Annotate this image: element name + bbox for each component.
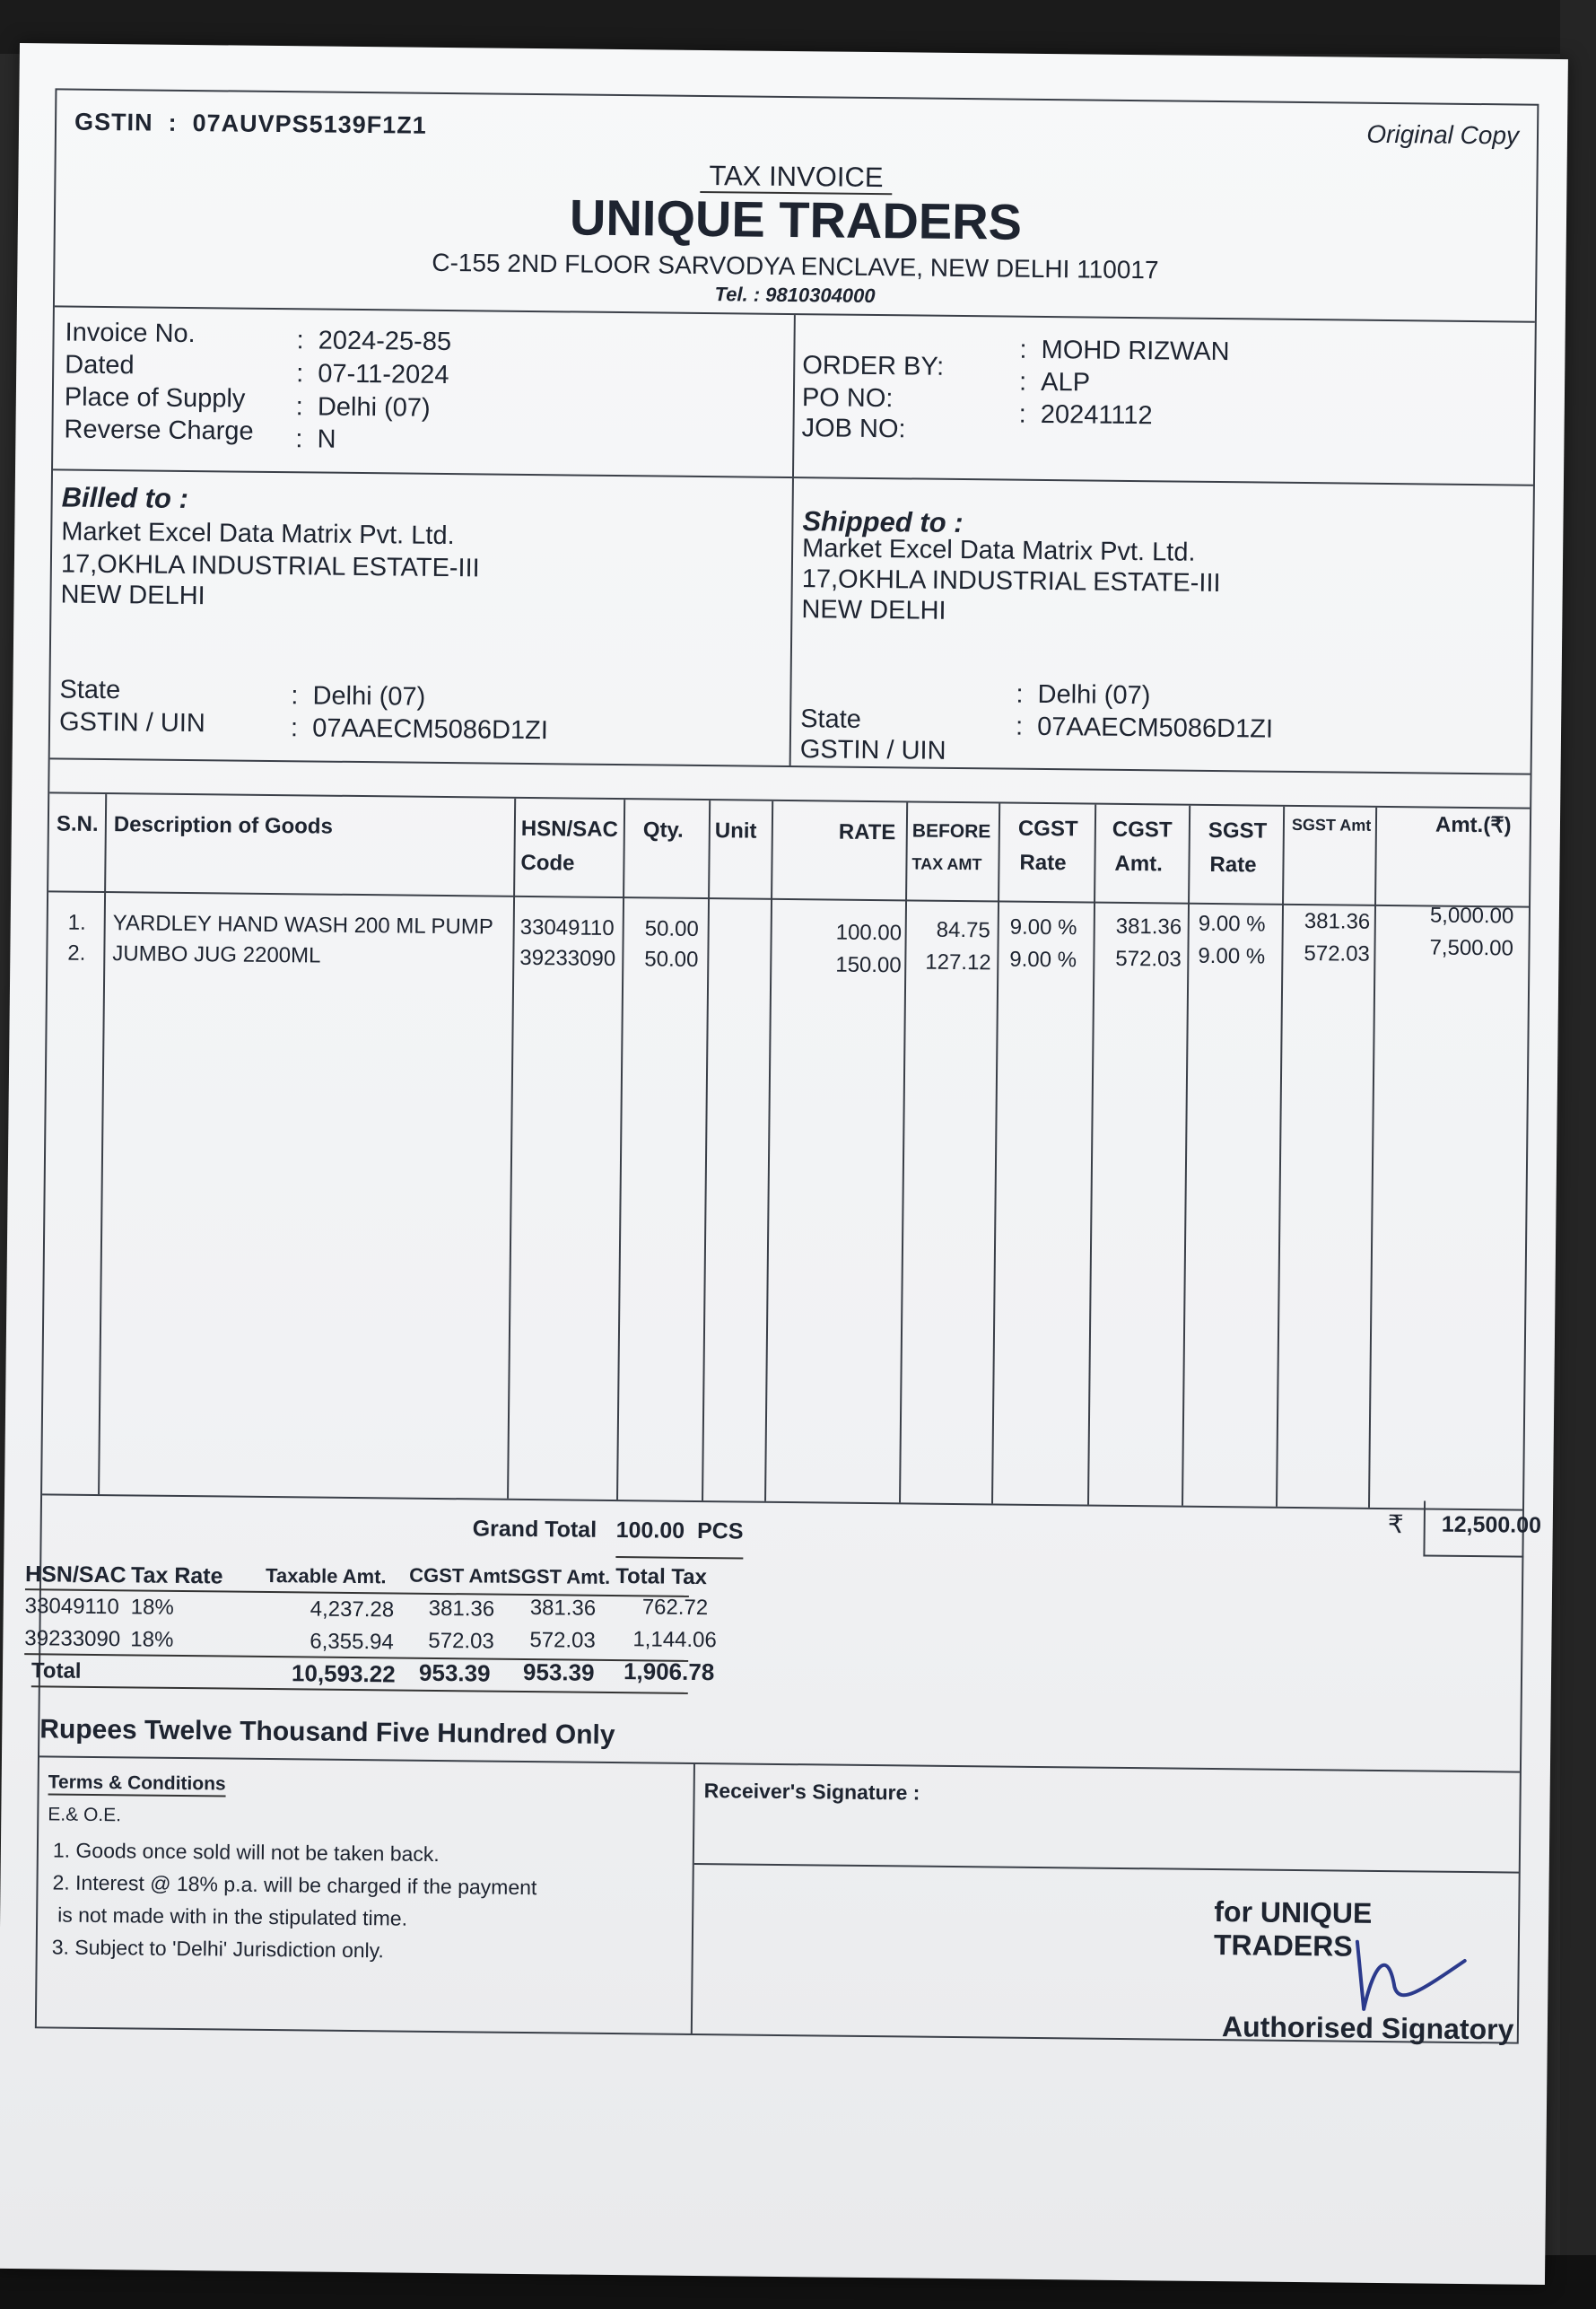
copy-label: Original Copy xyxy=(1366,119,1520,150)
doc-title-text: TAX INVOICE xyxy=(700,160,892,195)
row2-sgst-amt: 572.03 xyxy=(1304,941,1370,966)
tax-r1-taxable: 4,237.28 xyxy=(310,1596,395,1622)
shipped-to-line2: NEW DELHI xyxy=(801,595,946,625)
col-divider xyxy=(616,800,625,1500)
col-divider xyxy=(702,800,711,1500)
row2-desc: JUMBO JUG 2200ML xyxy=(112,941,321,968)
receiver-line xyxy=(694,1863,1520,1874)
col-divider xyxy=(1276,807,1285,1507)
dated-label: Dated xyxy=(65,350,135,380)
shipped-to-heading: Shipped to : xyxy=(802,505,964,539)
billed-state-label: State xyxy=(59,675,121,705)
billed-to-heading: Billed to : xyxy=(61,481,189,514)
col-divider xyxy=(764,801,773,1501)
terms-1: 1. Goods once sold will not be taken back. xyxy=(52,1838,440,1867)
tax-h-hsn: HSN/SAC xyxy=(24,1561,126,1588)
shipped-state-label: State xyxy=(799,704,862,734)
tax-r2-sgst: 572.03 xyxy=(529,1628,596,1653)
th-before-sub: TAX AMT xyxy=(911,854,982,874)
col-divider xyxy=(507,799,516,1499)
grand-total-qty xyxy=(615,1517,743,1559)
signature-area xyxy=(693,1764,1520,2046)
th-rate: RATE xyxy=(838,819,896,845)
company-name: UNIQUE TRADERS xyxy=(569,188,1023,250)
po-value: : ALP xyxy=(1018,367,1091,398)
grand-total-label: Grand Total xyxy=(472,1516,597,1543)
billed-to xyxy=(50,470,794,765)
invoice-header xyxy=(55,90,1537,322)
row1-desc: YARDLEY HAND WASH 200 ML PUMP xyxy=(112,911,493,940)
tax-h-cgst: CGST Amt. xyxy=(409,1563,513,1587)
po-label: PO NO: xyxy=(801,383,894,414)
th-sn: S.N. xyxy=(56,811,99,836)
seller-gstin-value: 07AUVPS5139F1Z1 xyxy=(192,109,427,139)
row1-before: 84.75 xyxy=(936,917,990,943)
th-cgst-amt: CGST xyxy=(1112,817,1173,843)
invoice-meta-right xyxy=(794,315,1535,485)
tax-summary xyxy=(24,1558,1522,1717)
terms-3: 3. Subject to 'Delhi' Jurisdiction only. xyxy=(51,1935,385,1963)
order-by-label: ORDER BY: xyxy=(802,351,945,381)
shipped-gstin-label: GSTIN / UIN xyxy=(799,735,946,765)
th-cgst-amt-sub: Amt. xyxy=(1114,851,1163,877)
terms-eoe: E.& O.E. xyxy=(48,1804,122,1826)
for-company: for UNIQUE TRADERS xyxy=(1213,1895,1373,1963)
th-amt: Amt.(₹) xyxy=(1435,812,1512,838)
handwritten-signature xyxy=(1339,1924,1483,2025)
th-sgst-rate: SGST xyxy=(1208,818,1268,844)
shipped-gstin-value: : 07AAECM5086D1ZI xyxy=(1015,712,1274,744)
shipped-to-name: Market Excel Data Matrix Pvt. Ltd. xyxy=(801,534,1196,567)
place: Delhi (07) xyxy=(317,392,431,423)
th-desc: Description of Goods xyxy=(113,812,334,839)
shipped-to xyxy=(791,478,1533,774)
tax-h-taxable: Taxable Amt. xyxy=(266,1563,387,1588)
footer xyxy=(37,1757,1520,2046)
th-sgst-amt: SGST Amt xyxy=(1291,815,1372,835)
tax-total-sgst: 953.39 xyxy=(522,1657,595,1686)
order-by: MOHD RIZWAN xyxy=(1041,335,1230,367)
invoice-no-value: : 2024-25-85 xyxy=(296,326,452,357)
dated-value: : 07-11-2024 xyxy=(295,359,449,390)
col-divider xyxy=(991,803,1000,1503)
tax-r2-hsn: 39233090 xyxy=(24,1626,121,1652)
row2-sgst-rate: 9.00 % xyxy=(1198,943,1266,969)
billed-to-name: Market Excel Data Matrix Pvt. Ltd. xyxy=(61,517,455,551)
row2-before: 127.12 xyxy=(925,949,991,975)
billed-gstin-value: : 07AAECM5086D1ZI xyxy=(290,713,549,746)
header-divider xyxy=(48,890,1529,907)
tax-r1-rate: 18% xyxy=(130,1595,174,1620)
terms-heading: Terms & Conditions xyxy=(48,1771,226,1797)
reverse: N xyxy=(317,424,336,454)
shipped-gstin: 07AAECM5086D1ZI xyxy=(1037,712,1274,744)
row2-sn: 2. xyxy=(67,940,86,966)
shipped-state: Delhi (07) xyxy=(1037,679,1151,711)
th-unit: Unit xyxy=(714,818,757,844)
grand-total-qty-value: 100.00 xyxy=(615,1517,685,1544)
col-divider xyxy=(98,794,107,1494)
company-tel: Tel. : 9810304000 xyxy=(714,283,876,308)
tax-r2-total: 1,144.06 xyxy=(632,1627,717,1653)
tax-r2-rate: 18% xyxy=(130,1627,174,1652)
th-cgst-rate-sub: Rate xyxy=(1019,850,1067,876)
job-value: : 20241112 xyxy=(1018,399,1153,431)
terms xyxy=(37,1757,695,2033)
job: 20241112 xyxy=(1040,399,1153,431)
row2-cgst-amt: 572.03 xyxy=(1115,946,1182,972)
row1-sgst-rate: 9.00 % xyxy=(1198,911,1266,937)
tax-total-taxable: 10,593.22 xyxy=(291,1659,396,1688)
billed-state: Delhi (07) xyxy=(312,681,426,712)
row1-hsn: 33049110 xyxy=(519,914,615,940)
col-divider xyxy=(899,802,908,1502)
col-divider xyxy=(1182,806,1190,1506)
terms-2a: 2. Interest @ 18% p.a. will be charged if the payment xyxy=(52,1870,537,1900)
row1-rate: 100.00 xyxy=(835,920,903,946)
rupee-symbol: ₹ xyxy=(1387,1510,1404,1539)
row2-amt: 7,500.00 xyxy=(1429,935,1514,961)
tax-r2-cgst: 572.03 xyxy=(428,1628,494,1654)
tax-h-total: Total Tax xyxy=(615,1564,708,1590)
th-qty: Qty. xyxy=(642,818,684,843)
tax-r2-taxable: 6,355.94 xyxy=(310,1629,394,1655)
row1-sgst-amt: 381.36 xyxy=(1304,909,1371,934)
company-address: C-155 2ND FLOOR SARVODYA ENCLAVE, NEW DELHI 110017 xyxy=(432,248,1159,284)
row2-qty: 50.00 xyxy=(644,947,699,972)
reverse-value: : N xyxy=(295,424,336,454)
place-label: Place of Supply xyxy=(64,382,246,414)
invoice-no: 2024-25-85 xyxy=(318,326,452,357)
row2-rate: 150.00 xyxy=(835,952,902,978)
parties xyxy=(50,470,1533,774)
tax-total-total: 1,906.78 xyxy=(623,1657,715,1686)
tax-r1-sgst: 381.36 xyxy=(529,1596,597,1621)
th-sgst-rate-sub: Rate xyxy=(1209,852,1257,878)
terms-2b: is not made with in the stipulated time. xyxy=(57,1902,408,1930)
tax-total-label: Total xyxy=(31,1658,82,1684)
invoice-meta-left xyxy=(53,307,796,477)
row2-cgst-rate: 9.00 % xyxy=(1009,947,1077,973)
seller-gstin-label: GSTIN xyxy=(74,108,153,136)
billed-to-line2: NEW DELHI xyxy=(60,580,205,611)
billed-gstin-label: GSTIN / UIN xyxy=(58,707,205,739)
th-cgst-rate: CGST xyxy=(1017,816,1078,842)
order-by-value: : MOHD RIZWAN xyxy=(1019,335,1230,367)
job-label: JOB NO: xyxy=(801,414,906,444)
th-before: BEFORE xyxy=(911,820,991,843)
grand-total-unit: PCS xyxy=(696,1517,744,1544)
tax-h-rate: Tax Rate xyxy=(130,1562,223,1589)
billed-to-line1: 17,OKHLA INDUSTRIAL ESTATE-III xyxy=(60,549,480,583)
shipped-to-line1: 17,OKHLA INDUSTRIAL ESTATE-III xyxy=(801,564,1221,599)
billed-gstin: 07AAECM5086D1ZI xyxy=(312,713,549,746)
tax-r1-total: 762.72 xyxy=(641,1595,709,1621)
row2-hsn: 39233090 xyxy=(519,945,616,972)
row1-amt: 5,000.00 xyxy=(1429,903,1514,929)
invoice-no-label: Invoice No. xyxy=(65,318,196,349)
th-hsn: HSN/SAC xyxy=(520,816,619,843)
tax-total-cgst: 953.39 xyxy=(418,1658,491,1687)
receiver-signature-label: Receiver's Signature : xyxy=(703,1779,920,1805)
row1-cgst-rate: 9.00 % xyxy=(1009,914,1077,940)
place-value: : Delhi (07) xyxy=(295,392,431,423)
billed-state-value: : Delhi (07) xyxy=(291,681,426,712)
po: ALP xyxy=(1041,367,1091,398)
background-right xyxy=(1560,0,1596,2309)
amount-in-words-text: Rupees Twelve Thousand Five Hundred Only xyxy=(39,1714,615,1751)
invoice-paper xyxy=(0,43,1568,2285)
tax-h-sgst: SGST Amt. xyxy=(508,1564,611,1588)
th-hsn-code: Code xyxy=(520,850,575,876)
authorised-signatory: Authorised Signatory xyxy=(1221,2010,1514,2046)
grand-total-amount: 12,500.00 xyxy=(1441,1511,1542,1538)
col-divider xyxy=(1087,805,1096,1505)
tax-r1-cgst: 381.36 xyxy=(428,1596,495,1622)
invoice-meta xyxy=(53,307,1535,485)
seller-gstin: GSTIN : 07AUVPS5139F1Z1 xyxy=(74,108,427,139)
tax-r1-hsn: 33049110 xyxy=(24,1594,119,1620)
shipped-state-value: : Delhi (07) xyxy=(1016,679,1151,711)
dated: 07-11-2024 xyxy=(318,359,449,390)
reverse-label: Reverse Charge xyxy=(64,415,254,446)
tax-invoice xyxy=(24,88,1542,2046)
items-table xyxy=(42,793,1530,1510)
row1-sn: 1. xyxy=(67,910,86,935)
row1-cgst-amt: 381.36 xyxy=(1115,914,1182,940)
row1-qty: 50.00 xyxy=(644,916,699,941)
